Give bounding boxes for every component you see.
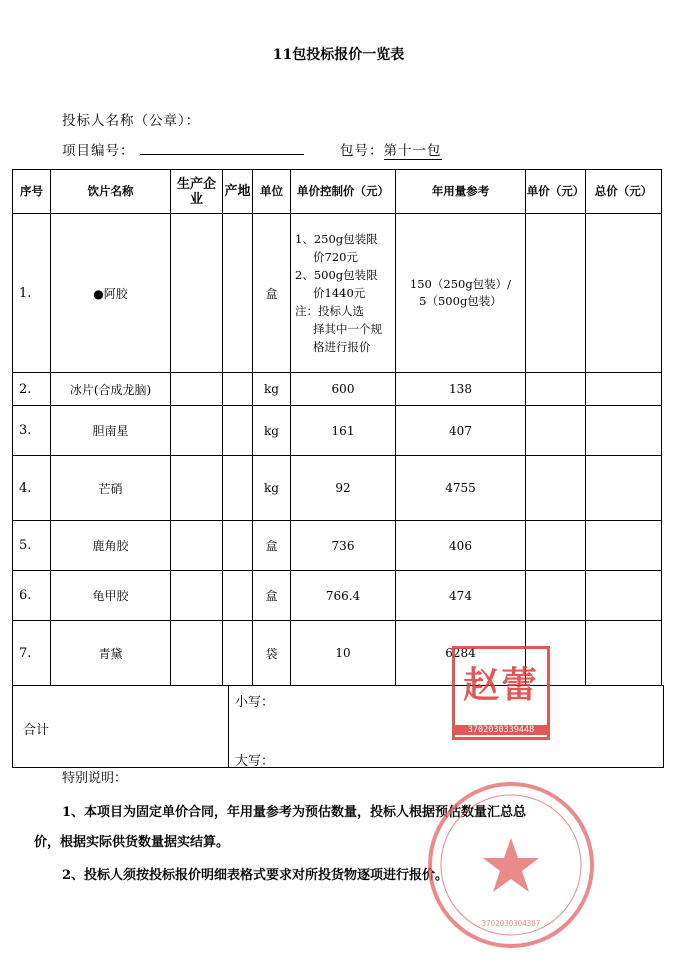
table-row xyxy=(13,571,662,621)
ctrl-line: 2、500g包装限 xyxy=(295,268,378,282)
row-unit: kg xyxy=(253,456,291,521)
row-origin xyxy=(223,456,253,521)
usage-line: 5（500g包装） xyxy=(419,294,502,308)
header-price: 单价（元） xyxy=(526,170,586,214)
header-total: 总价（元） xyxy=(586,170,662,214)
ctrl-line: 价720元 xyxy=(313,250,358,264)
ctrl-line: 择其中一个规 xyxy=(313,322,382,336)
row-unit: kg xyxy=(253,406,291,456)
row-total xyxy=(586,571,662,621)
note-1-line-2: 价，根据实际供货数量据实结算。 xyxy=(34,835,230,850)
row-usage: 138 xyxy=(396,373,526,406)
row-price xyxy=(526,214,586,373)
row-maker xyxy=(171,214,223,373)
total-box xyxy=(12,685,664,768)
row-unit: kg xyxy=(253,373,291,406)
row-ctrl: 92 xyxy=(291,456,396,521)
row-unit: 盒 xyxy=(253,571,291,621)
row-total xyxy=(586,621,662,686)
row-origin xyxy=(223,571,253,621)
row-ctrl: 10 xyxy=(291,621,396,686)
header-usage: 年用量参考 xyxy=(396,170,526,214)
row-usage: 407 xyxy=(396,406,526,456)
row-maker xyxy=(171,406,223,456)
total-lower-label: 小写： xyxy=(235,695,275,710)
page-title: 11包投标报价一览表 xyxy=(272,47,405,63)
row-usage xyxy=(396,214,526,373)
package-value: 第十一包 xyxy=(384,139,442,160)
table-row xyxy=(13,621,662,686)
project-number-label: 项目编号： xyxy=(62,143,135,159)
personal-seal-chars: 赵蕾 xyxy=(462,664,539,706)
row-usage: 474 xyxy=(396,571,526,621)
row-total xyxy=(586,214,662,373)
company-seal-stamp xyxy=(428,782,594,948)
note-1-line-1: 1、本项目为固定单价合同，年用量参考为预估数量，投标人根据预估数量汇总总 xyxy=(62,805,527,820)
row-total xyxy=(586,456,662,521)
project-number-row xyxy=(62,139,304,159)
usage-line: 150（250g包装）/ xyxy=(409,277,512,291)
row-seq: 3. xyxy=(13,406,51,456)
row-ctrl: 600 xyxy=(291,373,396,406)
company-seal-star-icon xyxy=(432,786,590,944)
row-ctrl: 766.4 xyxy=(291,571,396,621)
row-price xyxy=(526,521,586,571)
notes-heading: 特别说明： xyxy=(62,771,128,786)
row-maker xyxy=(171,521,223,571)
header-maker: 生产企业 xyxy=(171,170,223,214)
row-name: 冰片(合成龙脑) xyxy=(51,373,171,406)
row-seq: 4. xyxy=(13,456,51,521)
row-maker xyxy=(171,456,223,521)
row-price xyxy=(526,571,586,621)
header-ctrl: 单价控制价（元） xyxy=(291,170,396,214)
header-name: 饮片名称 xyxy=(51,170,171,214)
table-row xyxy=(13,406,662,456)
row-ctrl: 161 xyxy=(291,406,396,456)
company-seal-code: 3702030304387 xyxy=(481,919,541,928)
note-2: 2、投标人须按投标报价明细表格式要求对所投货物逐项进行报价。 xyxy=(62,868,449,883)
row-origin xyxy=(223,214,253,373)
total-label: 合计 xyxy=(23,723,50,738)
row-seq: 2. xyxy=(13,373,51,406)
quote-table xyxy=(12,169,662,686)
row-name: 芒硝 xyxy=(51,456,171,521)
table-row xyxy=(13,373,662,406)
package-label: 包号： xyxy=(340,143,384,159)
row-total xyxy=(586,521,662,571)
row-seq: 1. xyxy=(13,214,51,373)
row-maker xyxy=(171,571,223,621)
table-row xyxy=(13,456,662,521)
row-maker xyxy=(171,373,223,406)
row-total xyxy=(586,406,662,456)
row-name: ●阿胶 xyxy=(51,214,171,373)
row-price xyxy=(526,406,586,456)
ctrl-line: 格进行报价 xyxy=(313,340,371,354)
project-number-blank xyxy=(140,140,304,155)
row-name: 青黛 xyxy=(51,621,171,686)
ctrl-line: 1、250g包装限 xyxy=(295,232,378,246)
row-name: 鹿角胶 xyxy=(51,521,171,571)
bidder-name-label: 投标人名称（公章）： xyxy=(62,113,201,129)
total-divider xyxy=(228,686,229,767)
row-ctrl: 736 xyxy=(291,521,396,571)
row-name: 龟甲胶 xyxy=(51,571,171,621)
row-unit: 袋 xyxy=(253,621,291,686)
row-maker xyxy=(171,621,223,686)
personal-seal-stamp xyxy=(452,646,550,740)
ctrl-line: 注：投标人选 xyxy=(295,304,364,318)
row-usage: 4755 xyxy=(396,456,526,521)
row-price xyxy=(526,373,586,406)
row-total xyxy=(586,373,662,406)
row-origin xyxy=(223,521,253,571)
row-origin xyxy=(223,373,253,406)
table-row xyxy=(13,521,662,571)
row-usage: 6284 xyxy=(396,621,526,686)
table-header-row xyxy=(13,170,662,214)
row-ctrl-note xyxy=(291,214,396,373)
table-row xyxy=(13,214,662,373)
row-origin xyxy=(223,621,253,686)
row-seq: 6. xyxy=(13,571,51,621)
package-row xyxy=(340,139,442,160)
personal-seal-code: 3702030339448 xyxy=(455,725,547,735)
header-seq: 序号 xyxy=(13,170,51,214)
row-usage: 406 xyxy=(396,521,526,571)
row-unit: 盒 xyxy=(253,521,291,571)
ctrl-line: 价1440元 xyxy=(313,286,366,300)
total-upper-label: 大写： xyxy=(235,754,275,769)
row-unit: 盒 xyxy=(253,214,291,373)
row-name: 胆南星 xyxy=(51,406,171,456)
header-origin: 产地 xyxy=(223,170,253,214)
row-origin xyxy=(223,406,253,456)
row-price xyxy=(526,456,586,521)
header-unit: 单位 xyxy=(253,170,291,214)
row-seq: 7. xyxy=(13,621,51,686)
row-seq: 5. xyxy=(13,521,51,571)
